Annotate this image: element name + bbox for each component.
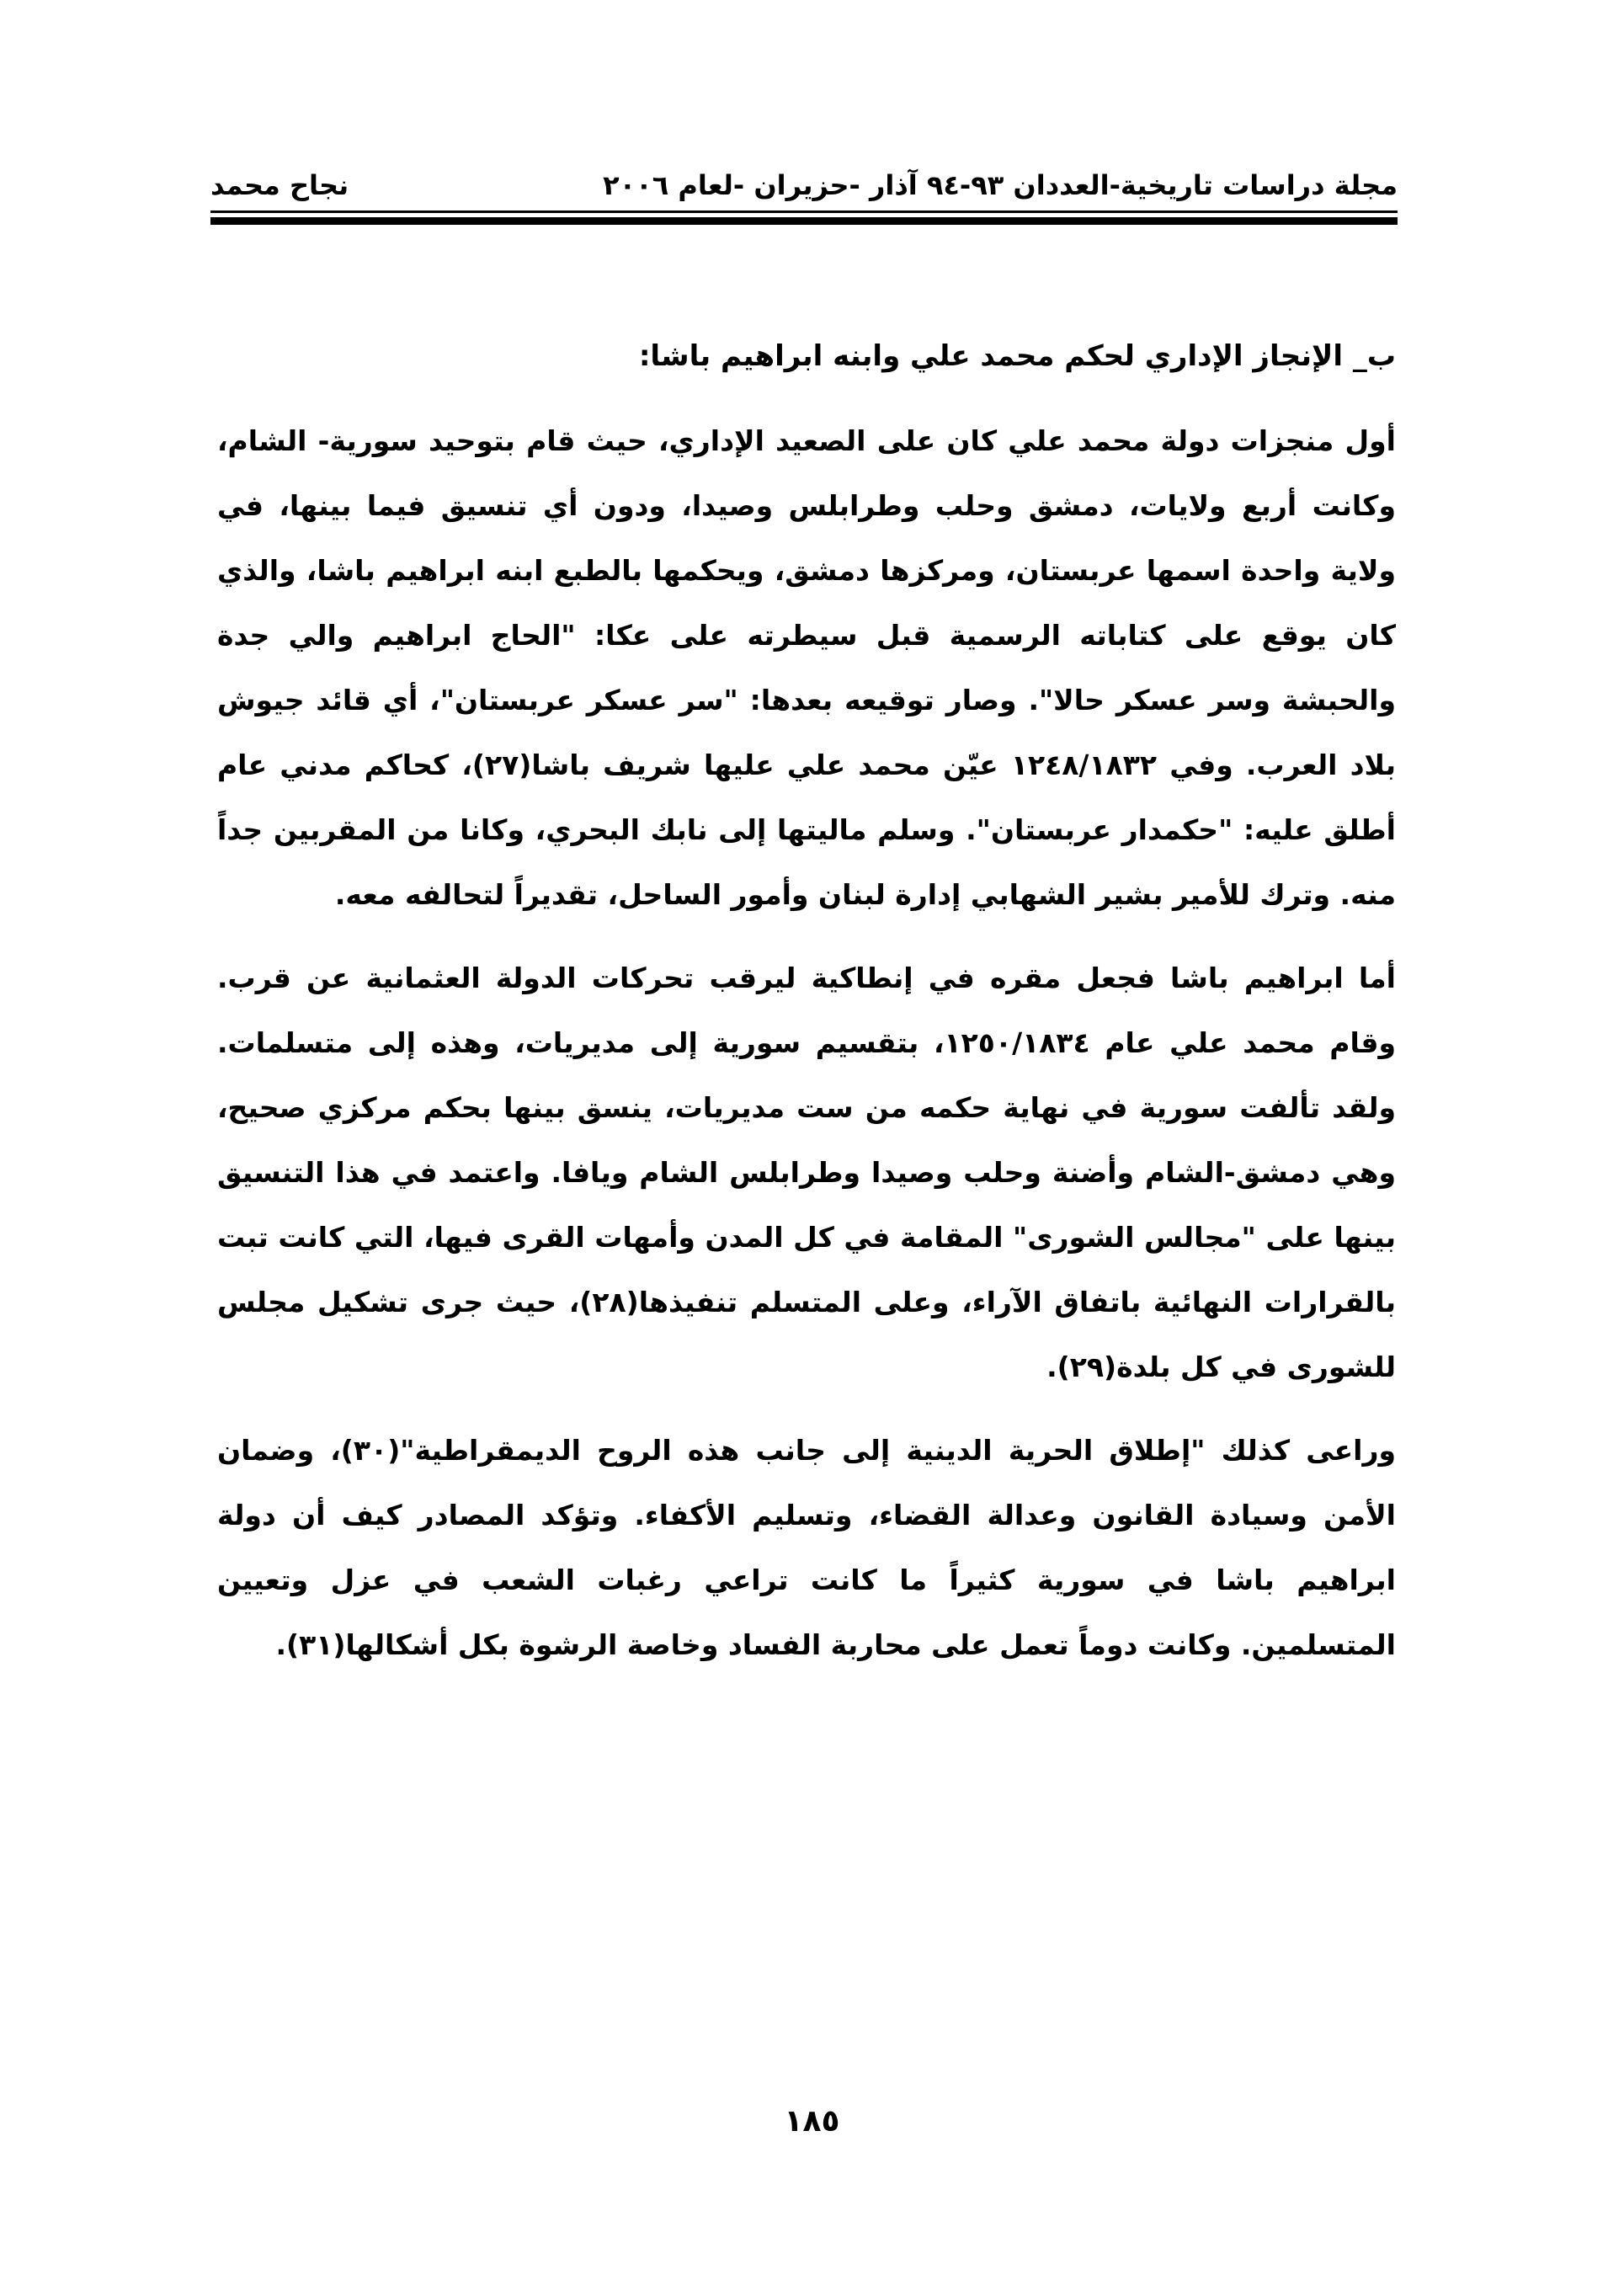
- paragraph: أول منجزات دولة محمد علي كان على الصعيد الإداري، حيث قام بتوحيد سورية- الشام، وكانت أربع ولايات، دمشق وحلب وطرابلس وصيدا، ودون أي تنسيق فيما بينها، في ولاية واحدة اسمها عربستان، ومركزها دمشق، ويحكمها بالطبع ابنه ابراهيم باشا، والذي كان يوقع على كتاباته الرسمية قبل سيطرته على عكا: "الحاج ابراهيم والي جدة والحبشة وسر عسكر حالا". وصار توقيعه بعدها: "سر عسكر عربستان"، أي قائد جيوش بلاد العرب. وفي ١٢٤٨/١٨٣٢ عيّن محمد علي عليها شريف باشا(٢٧)، كحاكم مدني عام أطلق عليه: "حكمدار عربستان". وسلم ماليتها إلى نابك البحري، وكانا من المقربين جداً منه. وترك للأمير بشير الشهابي إدارة لبنان وأمور الساحل، تقديراً لتحالفه معه.: [217, 424, 1396, 911]
- header-rule-thin: [210, 210, 1398, 213]
- header-rule-thick: [210, 217, 1398, 225]
- running-header: [210, 168, 1398, 202]
- paragraph: أما ابراهيم باشا فجعل مقره في إنطاكية ليرقب تحركات الدولة العثمانية عن قرب. وقام محمد علي عام ١٢٥٠/١٨٣٤، بتقسيم سورية إلى مديريات، وهذه إلى متسلمات. ولقد تألفت سورية في نهاية حكمه من ست مديريات، ينسق بينها بحكم مركزي صحيح، وهي دمشق-الشام وأضنة وحلب وصيدا وطرابلس الشام ويافا. واعتمد في هذا التنسيق بينها على "مجالس الشورى" المقامة في كل المدن وأمهات القرى فيها، التي كانت تبت بالقرارات النهائية باتفاق الآراء، وعلى المتسلم تنفيذها(٢٨)، حيث جرى تشكيل مجلس للشورى في كل بلدة(٢٩).: [217, 962, 1396, 1383]
- author-name: نجاح محمد: [210, 169, 349, 201]
- journal-title: مجلة دراسات تاريخية-العددان ٩٣-٩٤ آذار -حزيران -لعام ٢٠٠٦: [603, 169, 1398, 201]
- paragraph: وراعى كذلك "إطلاق الحرية الدينية إلى جانب هذه الروح الديمقراطية"(٣٠)، وضمان الأمن وسيادة القانون وعدالة القضاء، وتسليم الأكفاء. وتؤكد المصادر كيف أن دولة ابراهيم باشا في سورية كثيراً ما كانت تراعي رغبات الشعب في عزل وتعيين المتسلمين. وكانت دوماً تعمل على محاربة الفساد وخاصة الرشوة بكل أشكالها(٣١).: [217, 1434, 1396, 1661]
- page-number: ١٨٥: [784, 2104, 840, 2139]
- article-body: [217, 333, 1396, 1696]
- section-heading: ب_ الإنجاز الإداري لحكم محمد علي وابنه ابراهيم باشا:: [638, 339, 1396, 373]
